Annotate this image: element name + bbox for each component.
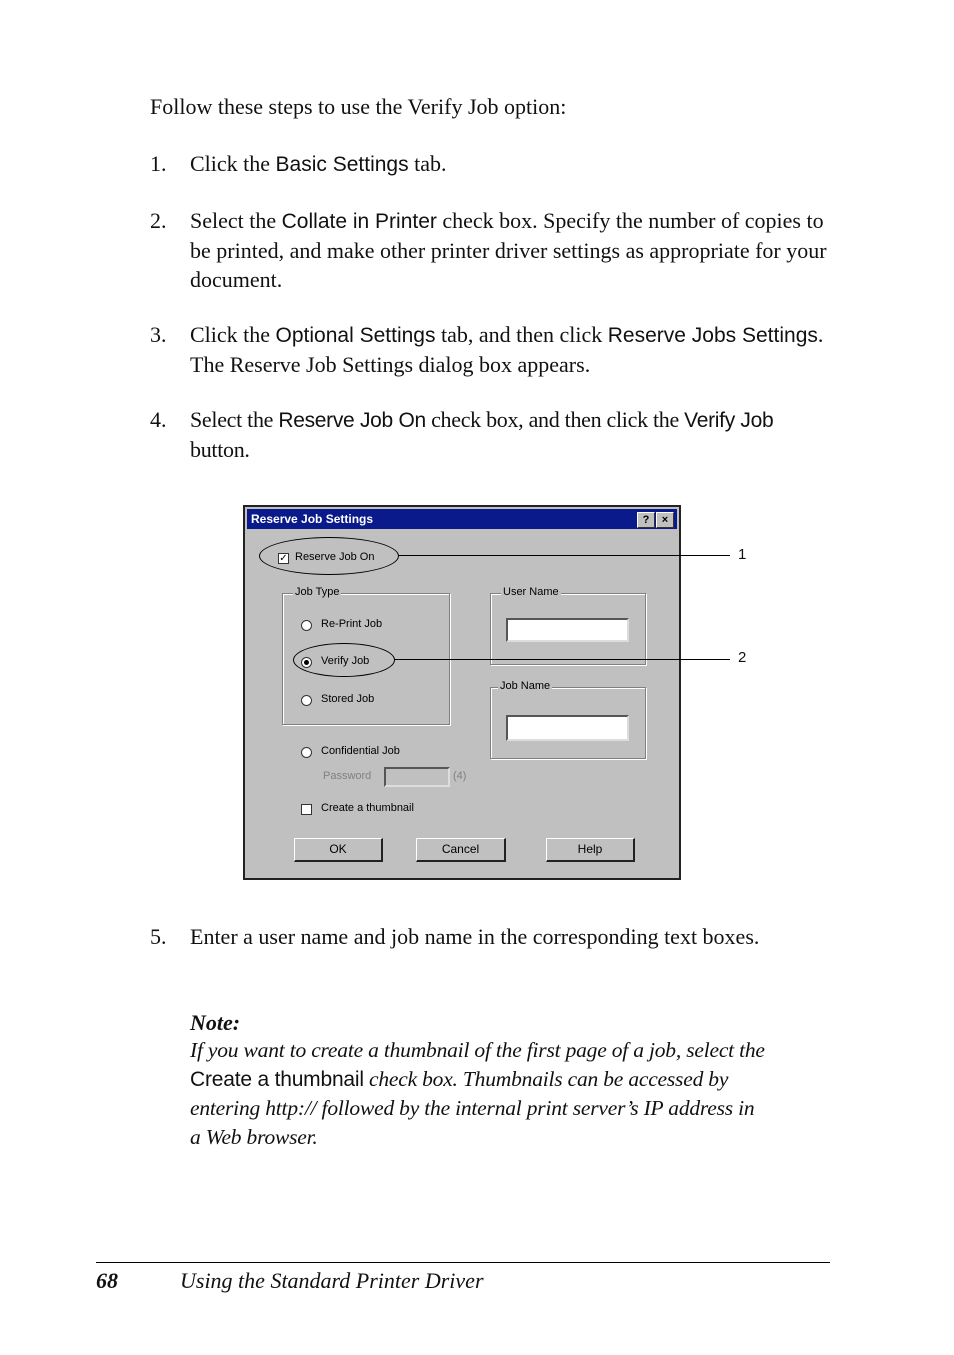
step-4-text: Select the Reserve Job On check box, and then click the Verify Job button.: [190, 407, 774, 462]
stored-job-label: Stored Job: [321, 693, 375, 705]
create-thumbnail-checkbox[interactable]: [301, 804, 312, 815]
step-1-number: 1.: [150, 151, 167, 176]
user-name-input[interactable]: [506, 618, 629, 642]
password-field[interactable]: [384, 767, 450, 787]
password-label: Password: [323, 770, 372, 782]
note-line-2: Create a thumbnail check box. Thumbnails can be accessed by: [190, 1067, 729, 1091]
reserve-job-on-term: Reserve Job On: [278, 409, 426, 432]
callout-1-oval: [259, 537, 399, 575]
page-number: 68: [96, 1268, 118, 1293]
note-line-3: entering http:// followed by the internal print server’s IP address in: [190, 1096, 755, 1120]
note-line-1: If you want to create a thumbnail of the first page of a job, select the: [190, 1038, 765, 1062]
running-footer-title: Using the Standard Printer Driver: [180, 1268, 484, 1293]
step-1-text: Click the Basic Settings tab.: [190, 151, 447, 176]
step-4-number: 4.: [150, 407, 167, 432]
step-3-number: 3.: [150, 322, 167, 347]
create-thumbnail-term: Create a thumbnail: [190, 1068, 364, 1091]
re-print-job-radio[interactable]: [301, 620, 312, 631]
job-type-group-label: Job Type: [295, 586, 340, 598]
cancel-button[interactable]: Cancel: [416, 838, 506, 862]
confidential-job-label: Confidential Job: [321, 745, 400, 757]
callout-2-oval: [293, 643, 395, 677]
step-5-text: Enter a user name and job name in the corresponding text boxes.: [190, 924, 760, 949]
reserve-job-on-checkbox[interactable]: ✓: [279, 553, 288, 564]
job-name-input[interactable]: [506, 715, 629, 741]
optional-settings-term: Optional Settings: [275, 324, 436, 347]
reserve-jobs-settings-term: Reserve Jobs Settings: [607, 324, 818, 347]
close-icon[interactable]: ×: [656, 512, 674, 528]
basic-settings-term: Basic Settings: [275, 153, 409, 176]
dialog-titlebar: [247, 509, 677, 529]
password-hint: (4): [453, 770, 467, 782]
intro-text: Follow these steps to use the Verify Job option:: [150, 94, 567, 119]
callout-2-number: 2: [738, 649, 747, 666]
step-5-number: 5.: [150, 924, 167, 949]
help-button[interactable]: Help: [546, 838, 635, 862]
note-line-4: a Web browser.: [190, 1125, 318, 1149]
callout-1-line: [399, 555, 730, 556]
step-3-text: Click the Optional Settings tab, and then click Reserve Jobs Settings. The Reserve Job Settings dialog box appears.: [190, 322, 824, 377]
collate-term: Collate in Printer: [281, 210, 437, 233]
confidential-job-radio[interactable]: [301, 747, 312, 758]
help-title-button[interactable]: ?: [637, 512, 655, 528]
step-2-text: Select the Collate in Printer check box. Specify the number of copies to be printed, and make other printer driver settings as appropriate for your document.: [190, 208, 827, 292]
ok-button[interactable]: OK: [294, 838, 383, 862]
note-body: [190, 1036, 840, 1152]
user-name-group-label: User Name: [503, 586, 559, 598]
note-heading: Note:: [190, 1010, 241, 1035]
reserve-job-on-label: Reserve Job On: [295, 551, 375, 563]
callout-2-line: [395, 659, 730, 660]
footer-rule: [96, 1262, 830, 1263]
create-thumbnail-label: Create a thumbnail: [321, 802, 414, 814]
re-print-job-label: Re-Print Job: [321, 618, 383, 630]
stored-job-radio[interactable]: [301, 695, 312, 706]
verify-job-term: Verify Job: [684, 409, 774, 432]
step-2-number: 2.: [150, 208, 167, 233]
callout-1-number: 1: [738, 546, 747, 563]
dialog-title: Reserve Job Settings: [251, 512, 374, 526]
verify-job-label: Verify Job: [321, 655, 370, 667]
job-name-group-label: Job Name: [500, 680, 551, 692]
